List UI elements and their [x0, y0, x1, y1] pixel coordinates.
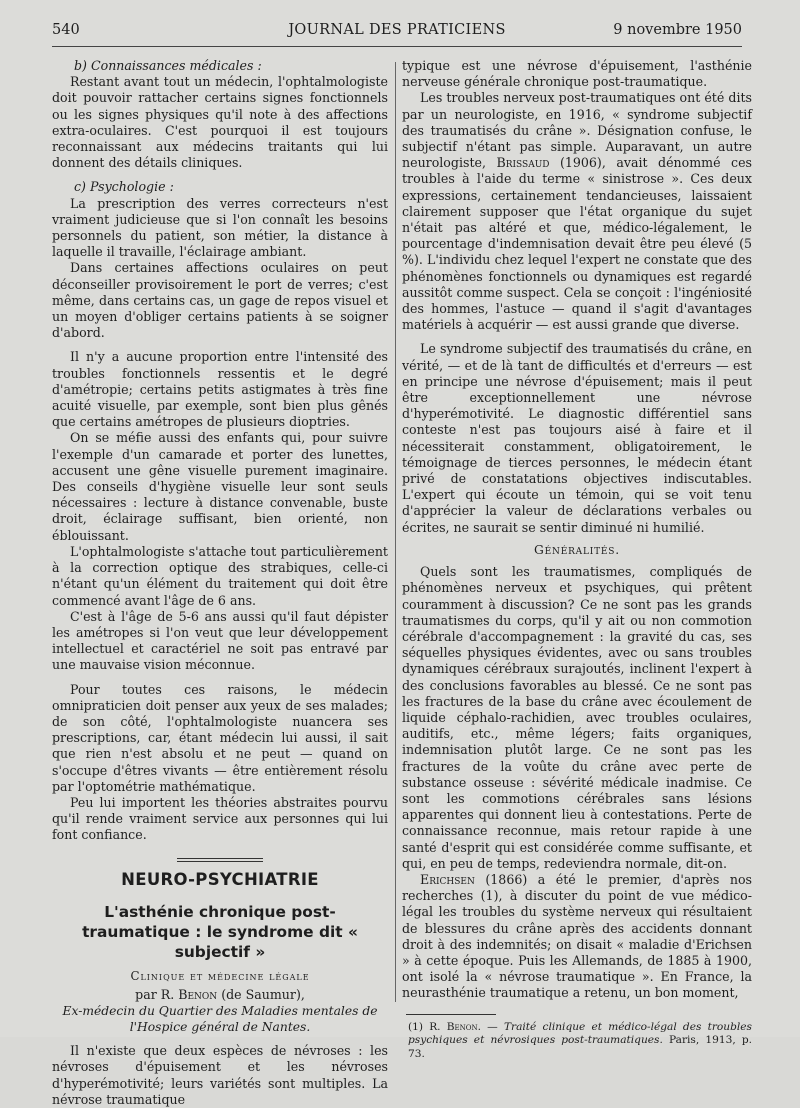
column-divider — [395, 62, 396, 1002]
running-header — [52, 22, 742, 44]
paragraph: L'ophtalmologiste s'attache tout particulièrement à la correction optique des strabiques, celle-ci n'étant qu'un élément du traitement qui doit être commencé avant l'âge de 6 ans. — [52, 543, 388, 608]
section-separator — [177, 858, 263, 862]
rubric-heading: NEURO-PSYCHIATRIE — [121, 869, 319, 889]
article-author: par R. Benon (de Saumur), — [135, 986, 305, 1002]
paragraph: Les troubles nerveux post-traumatiques ont été dits par un neurologiste, en 1916, « syndrome subjectif des traumatisés du crâne ». Désignation confuse, le subjectif n'étant pas simple. Auparavant, un autre neurologiste, Brissaud (1906), avait dénommé ces troubles à l'aide du terme « sinistrose ». Ces deux expressions, certainement tendancieuses, laissaient clairement supposer que l'état organique du sujet n'était pas altéré et que, médico-légalement, le pourcentage d'indemnisation devait être peu élevé (5 %). L'individu chez lequel l'expert ne constate que des phénomènes fonctionnels ou dynamiques est regardé aussitôt comme suspect. Cela se conçoit : l'ingéniosité des hommes, l'astuce — quand il s'agit d'avantages matériels à acquérir — est aussi grande que diverse. — [402, 90, 752, 333]
paragraph: La prescription des verres correcteurs n'est vraiment judicieuse que si l'on connaît les besoins personnels du patient, son métier, la distance à laquelle il travaille, l'éclairage ambiant. — [52, 195, 388, 260]
footnote: (1) R. Benon. — Traité clinique et médico-légal des troubles psychiques et névrosiques post-traumatiques. Paris, 1913, p. 73. — [408, 1020, 753, 1060]
section-heading: Généralités. — [534, 542, 620, 557]
paragraph: Il n'y a aucune proportion entre l'intensité des troubles fonctionnels ressentis et le degré d'amétropie; certains petits astigmates à très fine acuité visuelle, par exemple, sont bien plus gênés que certains amétropes de plusieurs dioptries. — [52, 349, 388, 430]
left-column — [52, 58, 388, 1108]
paragraph: Dans certaines affections oculaires on peut déconseiller provisoirement le port de verres; c'est même, dans certains cas, un gage de repos visuel et un moyen d'obliger certains patients à se soigner d'abord. — [52, 260, 388, 341]
paragraph: Le syndrome subjectif des traumatisés du crâne, en vérité, — et de là tant de difficultés et d'erreurs — est en principe une névrose d'épuisement; mais il peut être exceptionnellement une névrose d'hyperémotivité. Le diagnostic différentiel sans conteste n'est pas toujours aisé à faire et il nécessiterait constamment, obligatoirement, le témoignage de tierces personnes, le médecin étant privé de constatations objectives indiscutables. L'expert qui écoute un témoin, qui se voit tenu d'apprécier la valeur de déclarations verbales ou écrites, ne saurait se sentir diminué ni humilié. — [402, 341, 752, 535]
issue-date: 9 novembre 1950 — [613, 22, 742, 38]
paragraph: Restant avant tout un médecin, l'ophtalmologiste doit pouvoir rattacher certains signes fonctionnels ou les signes physiques qu'il note à des affections extra-oculaires. C'est pourquoi il est toujours reconnaissant aux médecins traitants qui lui donnent des détails cliniques. — [52, 74, 388, 171]
page-number: 540 — [52, 22, 80, 38]
article-section: Clinique et médecine légale — [130, 968, 310, 983]
header-rule — [52, 46, 742, 47]
paragraph: Pour toutes ces raisons, le médecin omnipraticien doit penser aux yeux de ses malades; de son côté, l'ophtalmologiste nuancera ses prescriptions, car, étant médecin lui aussi, il sait que rien n'est absolu et ne peut — quand on s'occupe d'êtres vivants — être entièrement résolu par l'optométrie mathématique. — [52, 681, 388, 794]
journal-title: JOURNAL DES PRATICIENS — [288, 22, 506, 38]
author-name: Benon — [178, 986, 218, 1002]
cited-name: Erichsen — [420, 871, 475, 887]
paragraph: Il n'existe que deux espèces de névroses : les névroses d'épuisement et les névroses d'hyperémotivité; leurs variétés sont multiples. La névrose traumatique — [52, 1043, 388, 1107]
paragraph: typique est une névrose d'épuisement, l'asthénie nerveuse générale chronique post-traumatique. — [402, 58, 752, 90]
cited-name: Brissaud — [496, 155, 550, 171]
right-column — [402, 58, 752, 1061]
paragraph: C'est à l'âge de 5-6 ans aussi qu'il faut dépister les amétropes si l'on veut que leur développement intellectuel et caractériel ne soit pas entravé par une mauvaise vision méconnue. — [52, 608, 388, 673]
author-affiliation: Ex-médecin du Quartier des Maladies mentales de l'Hospice général de Nantes. — [62, 1004, 378, 1035]
paragraph: Peu lui importent les théories abstraites pourvu qu'il rende vraiment service aux personnes qui lui font confiance. — [52, 794, 388, 843]
paragraph: Erichsen (1866) a été le premier, d'après nos recherches (1), à discuter du point de vue médico-légal les troubles du système nerveux qui résultaient de blessures du crâne après des accidents donnant droit à des indemnités; on disait « maladie d'Erichsen » à cette époque. Puis les Allemands, de 1885 à 1900, ont isolé la « névrose traumatique ». En France, la neurasthénie traumatique a retenu, un bon moment, — [402, 871, 752, 1001]
footnote-rule — [406, 1014, 496, 1015]
article-title: L'asthénie chronique post-traumatique : le syndrome dit « subjectif » — [82, 902, 358, 961]
footnote-title: Traité clinique et médico-légal des troubles psychiques et névrosiques post-traumatiques — [408, 1020, 752, 1047]
subsection-label-c: c) Psychologie : — [74, 179, 174, 195]
paragraph: Quels sont les traumatismes, compliqués de phénomènes nerveux et psychiques, qui prêtent couramment à discussion? Ce ne sont pas les grands traumatismes du corps, qu'il y ait ou non commotion cérébrale d'accompagnement : la gravité du cas, ses séquelles physiques évidentes, avec ou sans troubles dynamiques cérébraux surajoutés, inclinent l'expert à des conclusions favorables au blessé. Ce ne sont pas les fractures de la base du crâne avec écoulement de liquide céphalo-rachidien, avec troubles oculaires, auditifs, etc., même légers; faits organiques, indemnisation plutôt large. Ce ne sont pas les fractures de la voûte du crâne avec perte de substance osseuse : sévérité médicale inadmise. Ce sont les commotions cérébrales sans lésions apparentes qui donnent lieu à contestations. Perte de connaissance reconnue, mais retour rapide à une santé d'esprit qui est considérée comme suffisante, et qui, en peu de temps, redeviendra normale, dit-on. — [402, 564, 752, 871]
paragraph: On se méfie aussi des enfants qui, pour suivre l'exemple d'un camarade et porter des lunettes, accusent une gêne visuelle purement imaginaire. Des conseils d'hygiène visuelle leur sont seuls nécessaires : lecture à distance convenable, buste droit, éclairage suffisant, bien orienté, non éblouissant. — [52, 430, 388, 543]
subsection-label-b: b) Connaissances médicales : — [74, 58, 262, 73]
